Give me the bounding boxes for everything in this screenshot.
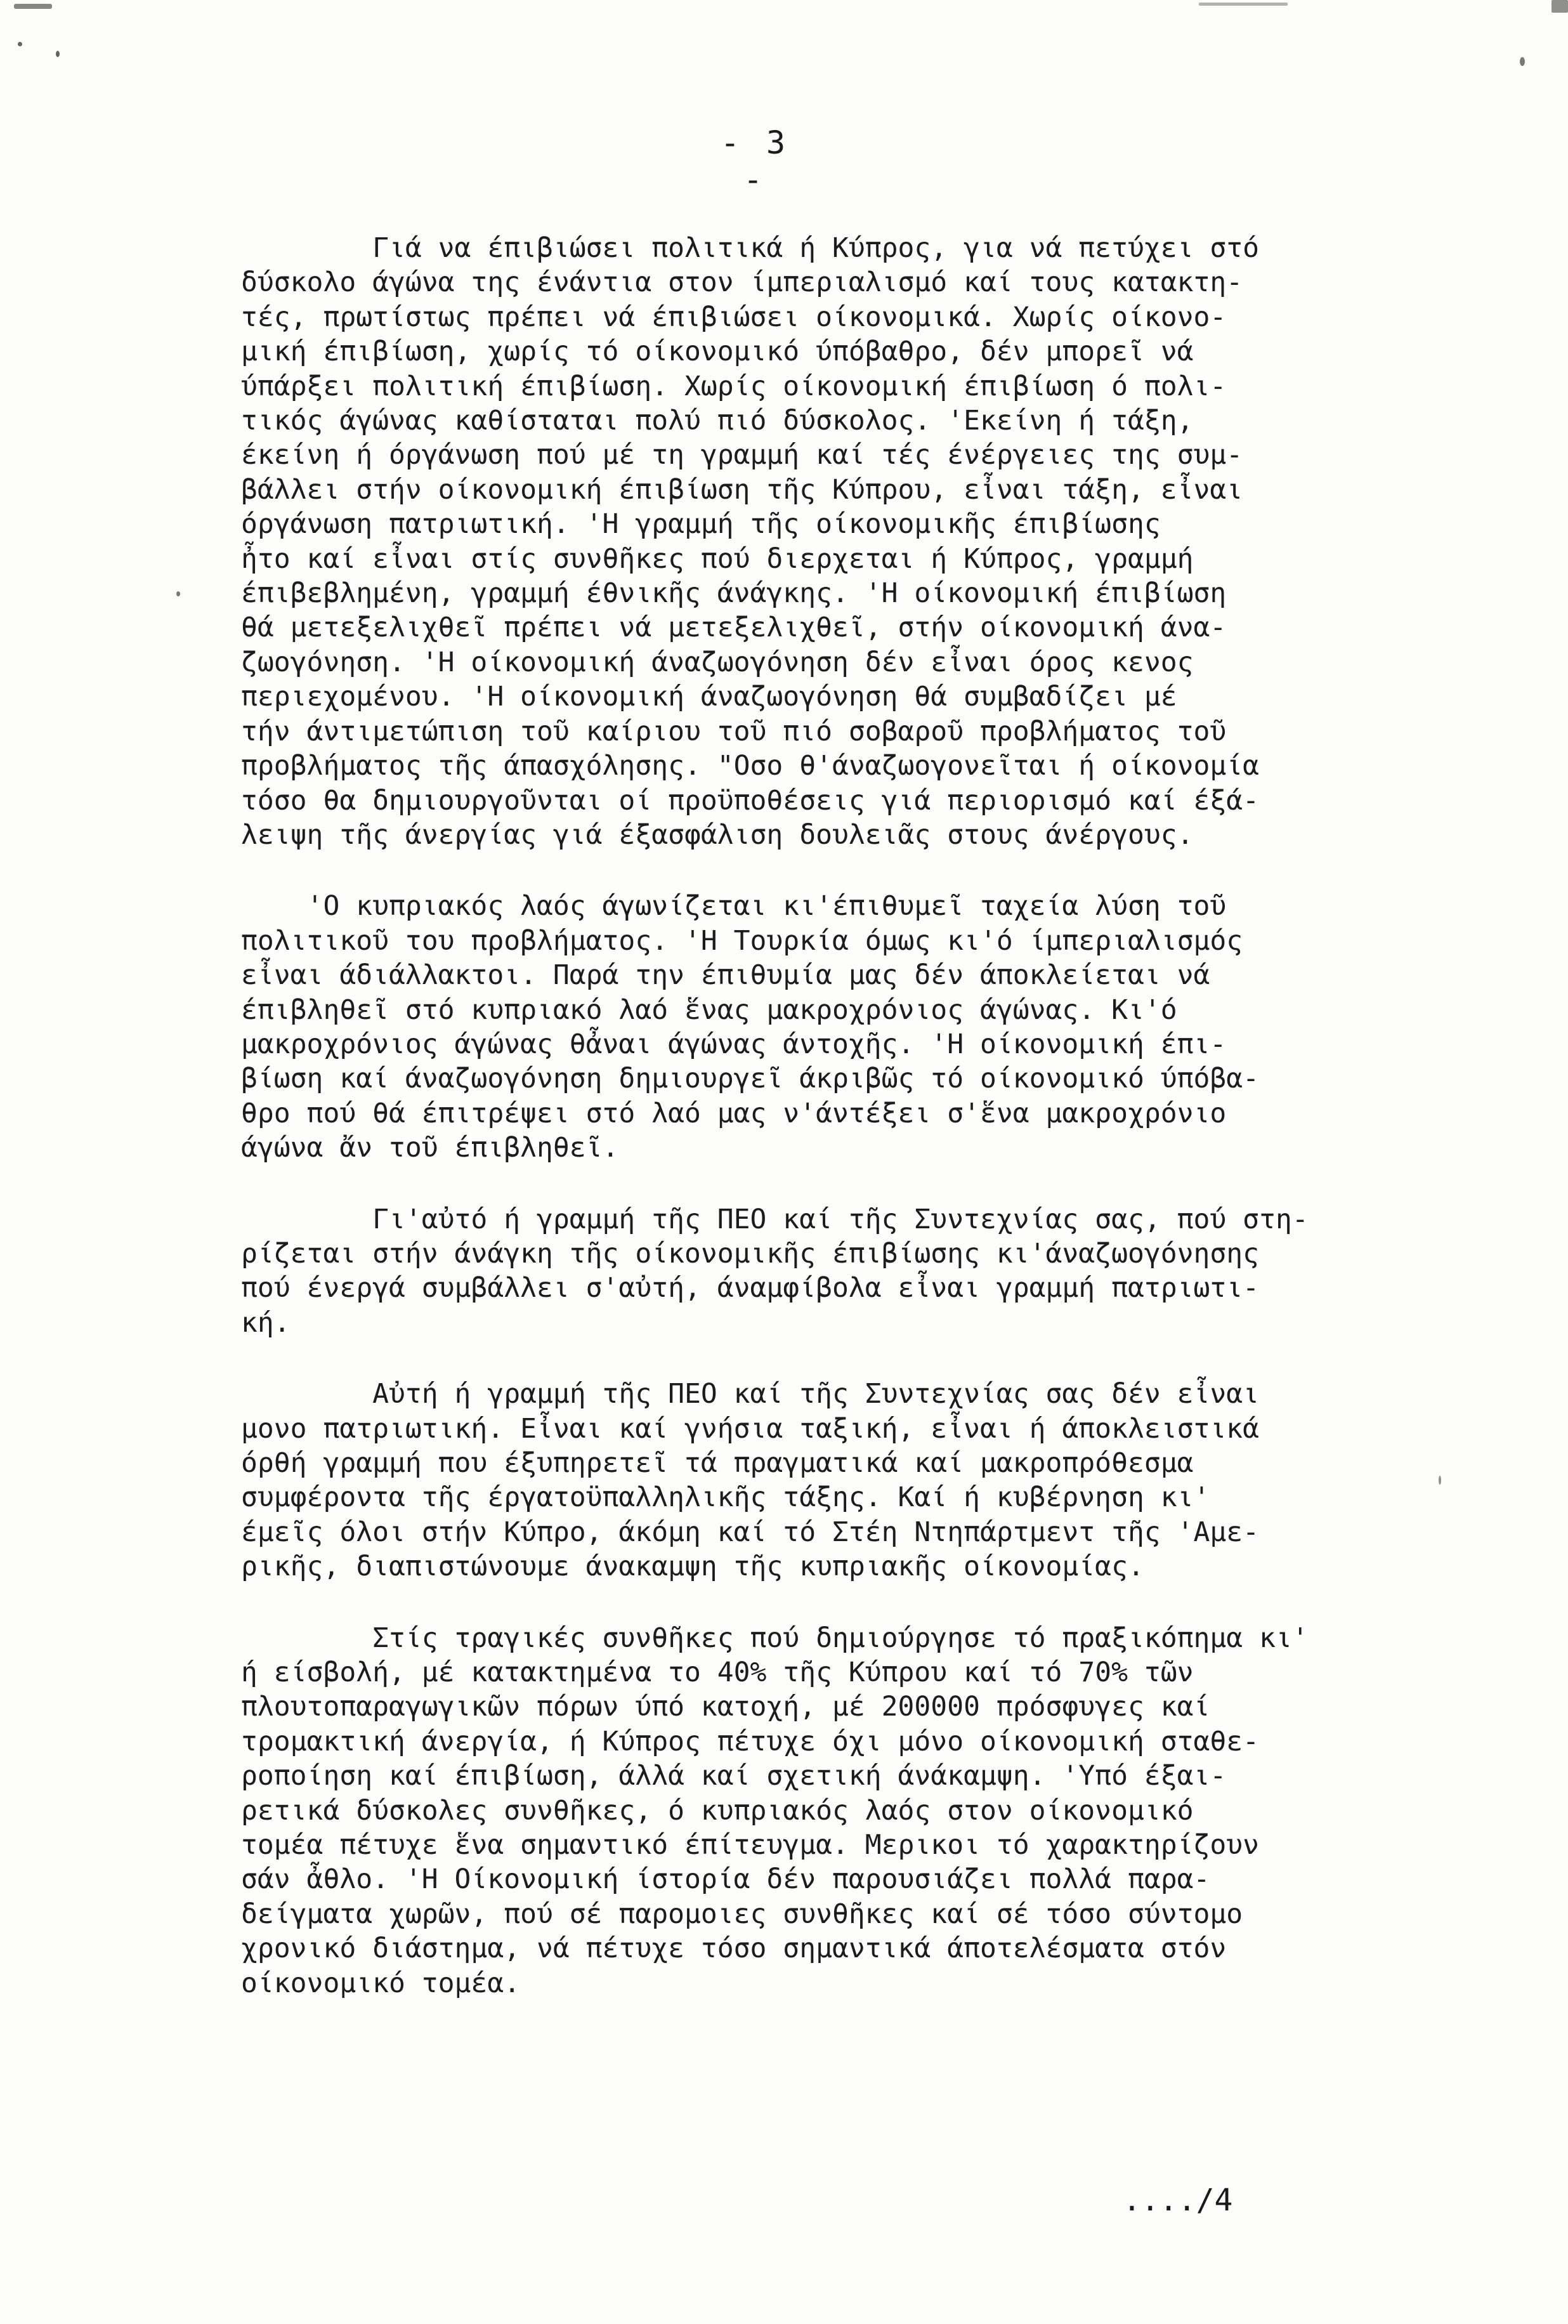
- text-line: βάλλει στήν οίκονομική έπιβίωση τῆς Κύπρου, εἶναι τάξη, εἶναι: [241, 473, 1243, 506]
- text-line: έπιβεβλημένη, γραμμή έθνικῆς άνάγκης. 'Η οίκονομική έπιβίωση: [241, 577, 1227, 610]
- text-line: χρονικό διάστημα, νά πέτυχε τόσο σημαντικά άποτελέσματα στόν: [241, 1933, 1227, 1965]
- text-line: ύπάρξει πολιτική έπιβίωση. Χωρίς οίκονομική έπιβίωση ό πολι-: [241, 370, 1227, 402]
- text-line: τικός άγώνας καθίσταται πολύ πιό δύσκολος. 'Εκείνη ή τάξη,: [241, 405, 1194, 437]
- text-line: τρομακτική άνεργία, ή Κύπρος πέτυχε όχι μόνο οίκονομική σταθε-: [241, 1725, 1260, 1757]
- text-line: ρικῆς, διαπιστώνουμε άνακαμψη τῆς κυπριακῆς οίκονομίας.: [241, 1551, 1144, 1583]
- scan-speck: [18, 42, 22, 46]
- text-line: δείγματα χωρῶν, πού σέ παρομοιες συνθῆκες καί σέ τόσο σύντομο: [241, 1898, 1243, 1930]
- text-line: έπιβληθεῖ στό κυπριακό λαό ἕνας μακροχρόνιος άγώνας. Κι'ό: [241, 994, 1177, 1026]
- text-line: Αὐτή ή γραμμή τῆς ΠΕΟ καί τῆς Συντεχνίας σας δέν εἶναι: [241, 1378, 1260, 1410]
- text-line: σάν ἆθλο. 'Η Οίκονομική ίστορία δέν παρουσιάζει πολλά παρα-: [241, 1863, 1210, 1896]
- text-line: άγώνα ἄν τοῦ έπιβληθεῖ.: [241, 1132, 619, 1164]
- text-line: μακροχρόνιος άγώνας θἆναι άγώνας άντοχῆς. 'Η οίκονομική έπι-: [241, 1028, 1227, 1060]
- text-line: Στίς τραγικές συνθῆκες πού δημιούργησε τό πραξικόπημα κι': [241, 1622, 1309, 1654]
- text-line: 'Ο κυπριακός λαός άγωνίζεται κι'έπιθυμεῖ ταχεία λύση τοῦ: [241, 890, 1227, 922]
- scan-speck: [1199, 3, 1288, 6]
- text-line: ρετικά δύσκολες συνθῆκες, ό κυπριακός λαός στον οίκονομικό: [241, 1794, 1194, 1827]
- document-body: [241, 231, 1446, 2037]
- text-line: πολιτικοῦ του προβλήματος. 'Η Τουρκία όμως κι'ό ίμπεριαλισμός: [241, 924, 1243, 957]
- scan-speck: [14, 4, 52, 9]
- text-line: εἶναι άδιάλλακτοι. Παρά την έπιθυμία μας δέν άποκλείεται νά: [241, 959, 1210, 992]
- paragraph: [241, 1377, 1446, 1584]
- text-line: ἦτο καί εἶναι στίς συνθῆκες πού διερχεται ή Κύπρος, γραμμή: [241, 542, 1194, 575]
- text-line: δύσκολο άγώνα της ένάντια στον ίμπεριαλισμό καί τους κατακτη-: [241, 266, 1243, 299]
- text-line: έκείνη ή όργάνωση πού μέ τη γραμμή καί τές ένέργειες της συμ-: [241, 439, 1243, 471]
- text-line: όργάνωση πατριωτική. 'Η γραμμή τῆς οίκονομικῆς έπιβίωσης: [241, 508, 1161, 541]
- text-line: ροποίηση καί έπιβίωση, άλλά καί σχετική άνάκαμψη. 'Υπό έξαι-: [241, 1760, 1227, 1792]
- text-line: πού ένεργά συμβάλλει σ'αὐτή, άναμφίβολα εἶναι γραμμή πατριωτι-: [241, 1272, 1260, 1304]
- scan-speck: [1520, 57, 1525, 66]
- text-line: τές, πρωτίστως πρέπει νά έπιβιώσει οίκονομικά. Χωρίς οίκονο-: [241, 301, 1227, 333]
- scan-speck: [56, 51, 60, 57]
- text-line: βίωση καί άναζωογόνηση δημιουργεῖ άκριβῶς τό οίκονομικό ύπόβα-: [241, 1063, 1260, 1095]
- text-line: οίκονομικό τομέα.: [241, 1967, 521, 1999]
- text-line: έμεῖς όλοι στήν Κύπρο, άκόμη καί τό Στέη Ντηπάρτμεντ τῆς 'Αμε-: [241, 1516, 1260, 1548]
- text-line: κή.: [241, 1306, 291, 1339]
- paragraph: [241, 231, 1446, 852]
- scan-speck: [176, 591, 180, 596]
- text-line: θρο πού θά έπιτρέψει στό λαό μας ν'άντέξει σ'ἕνα μακροχρόνιο: [241, 1097, 1227, 1129]
- text-line: όρθή γραμμή που έξυπηρετεῖ τά πραγματικά καί μακροπρόθεσμα: [241, 1447, 1194, 1479]
- paragraph: [241, 889, 1446, 1165]
- text-line: τήν άντιμετώπιση τοῦ καίριου τοῦ πιό σοβαροῦ προβλήματος τοῦ: [241, 715, 1227, 747]
- text-line: ρίζεται στήν άνάγκη τῆς οίκονομικῆς έπιβίωσης κι'άναζωογόνησης: [241, 1237, 1260, 1270]
- paragraph: [241, 1202, 1446, 1341]
- text-line: Γι'αὐτό ή γραμμή τῆς ΠΕΟ καί τῆς Συντεχνίας σας, πού στη-: [241, 1203, 1309, 1235]
- scan-speck: [1552, 0, 1568, 13]
- text-line: περιεχομένου. 'Η οίκονομική άναζωογόνηση θά συμβαδίζει μέ: [241, 681, 1177, 713]
- text-line: μονο πατριωτική. Εἶναι καί γνήσια ταξική, εἶναι ή άποκλειστικά: [241, 1412, 1260, 1445]
- text-line: ζωογόνηση. 'Η οίκονομική άναζωογόνηση δέν εἶναι όρος κενος: [241, 646, 1194, 678]
- text-line: θά μετεξελιχθεῖ πρέπει νά μετεξελιχθεῖ, στήν οίκονομική άνα-: [241, 612, 1227, 644]
- text-line: λειψη τῆς άνεργίας γιά έξασφάλιση δουλειᾶς στους άνέργους.: [241, 818, 1194, 851]
- continuation-marker: ..../4: [1123, 2183, 1233, 2218]
- text-line: συμφέροντα τῆς έργατοϋπαλληλικῆς τάξης. Καί ή κυβέρνηση κι': [241, 1481, 1210, 1514]
- text-line: τόσο θα δημιουργοῦνται οί προϋποθέσεις γιά περιορισμό καί έξά-: [241, 784, 1260, 817]
- text-line: προβλήματος τῆς άπασχόλησης. "Οσο θ'άναζωογονεῖται ή οίκονομία: [241, 750, 1260, 782]
- text-line: μική έπιβίωση, χωρίς τό οίκονομικό ύπόβαθρο, δέν μπορεῖ νά: [241, 336, 1194, 368]
- page-number: - 3 -: [720, 124, 790, 198]
- text-line: τομέα πέτυχε ἕνα σημαντικό έπίτευγμα. Μερικοι τό χαρακτηρίζουν: [241, 1829, 1260, 1861]
- paragraph: [241, 1621, 1446, 2000]
- text-line: ή είσβολή, μέ κατακτημένα το 40% τῆς Κύπρου καί τό 70% τῶν: [241, 1657, 1194, 1689]
- text-line: Γιά να έπιβιώσει πολιτικά ή Κύπρος, για νά πετύχει στό: [241, 232, 1260, 264]
- text-line: πλουτοπαραγωγικῶν πόρων ύπό κατοχή, μέ 200000 πρόσφυγες καί: [241, 1691, 1210, 1723]
